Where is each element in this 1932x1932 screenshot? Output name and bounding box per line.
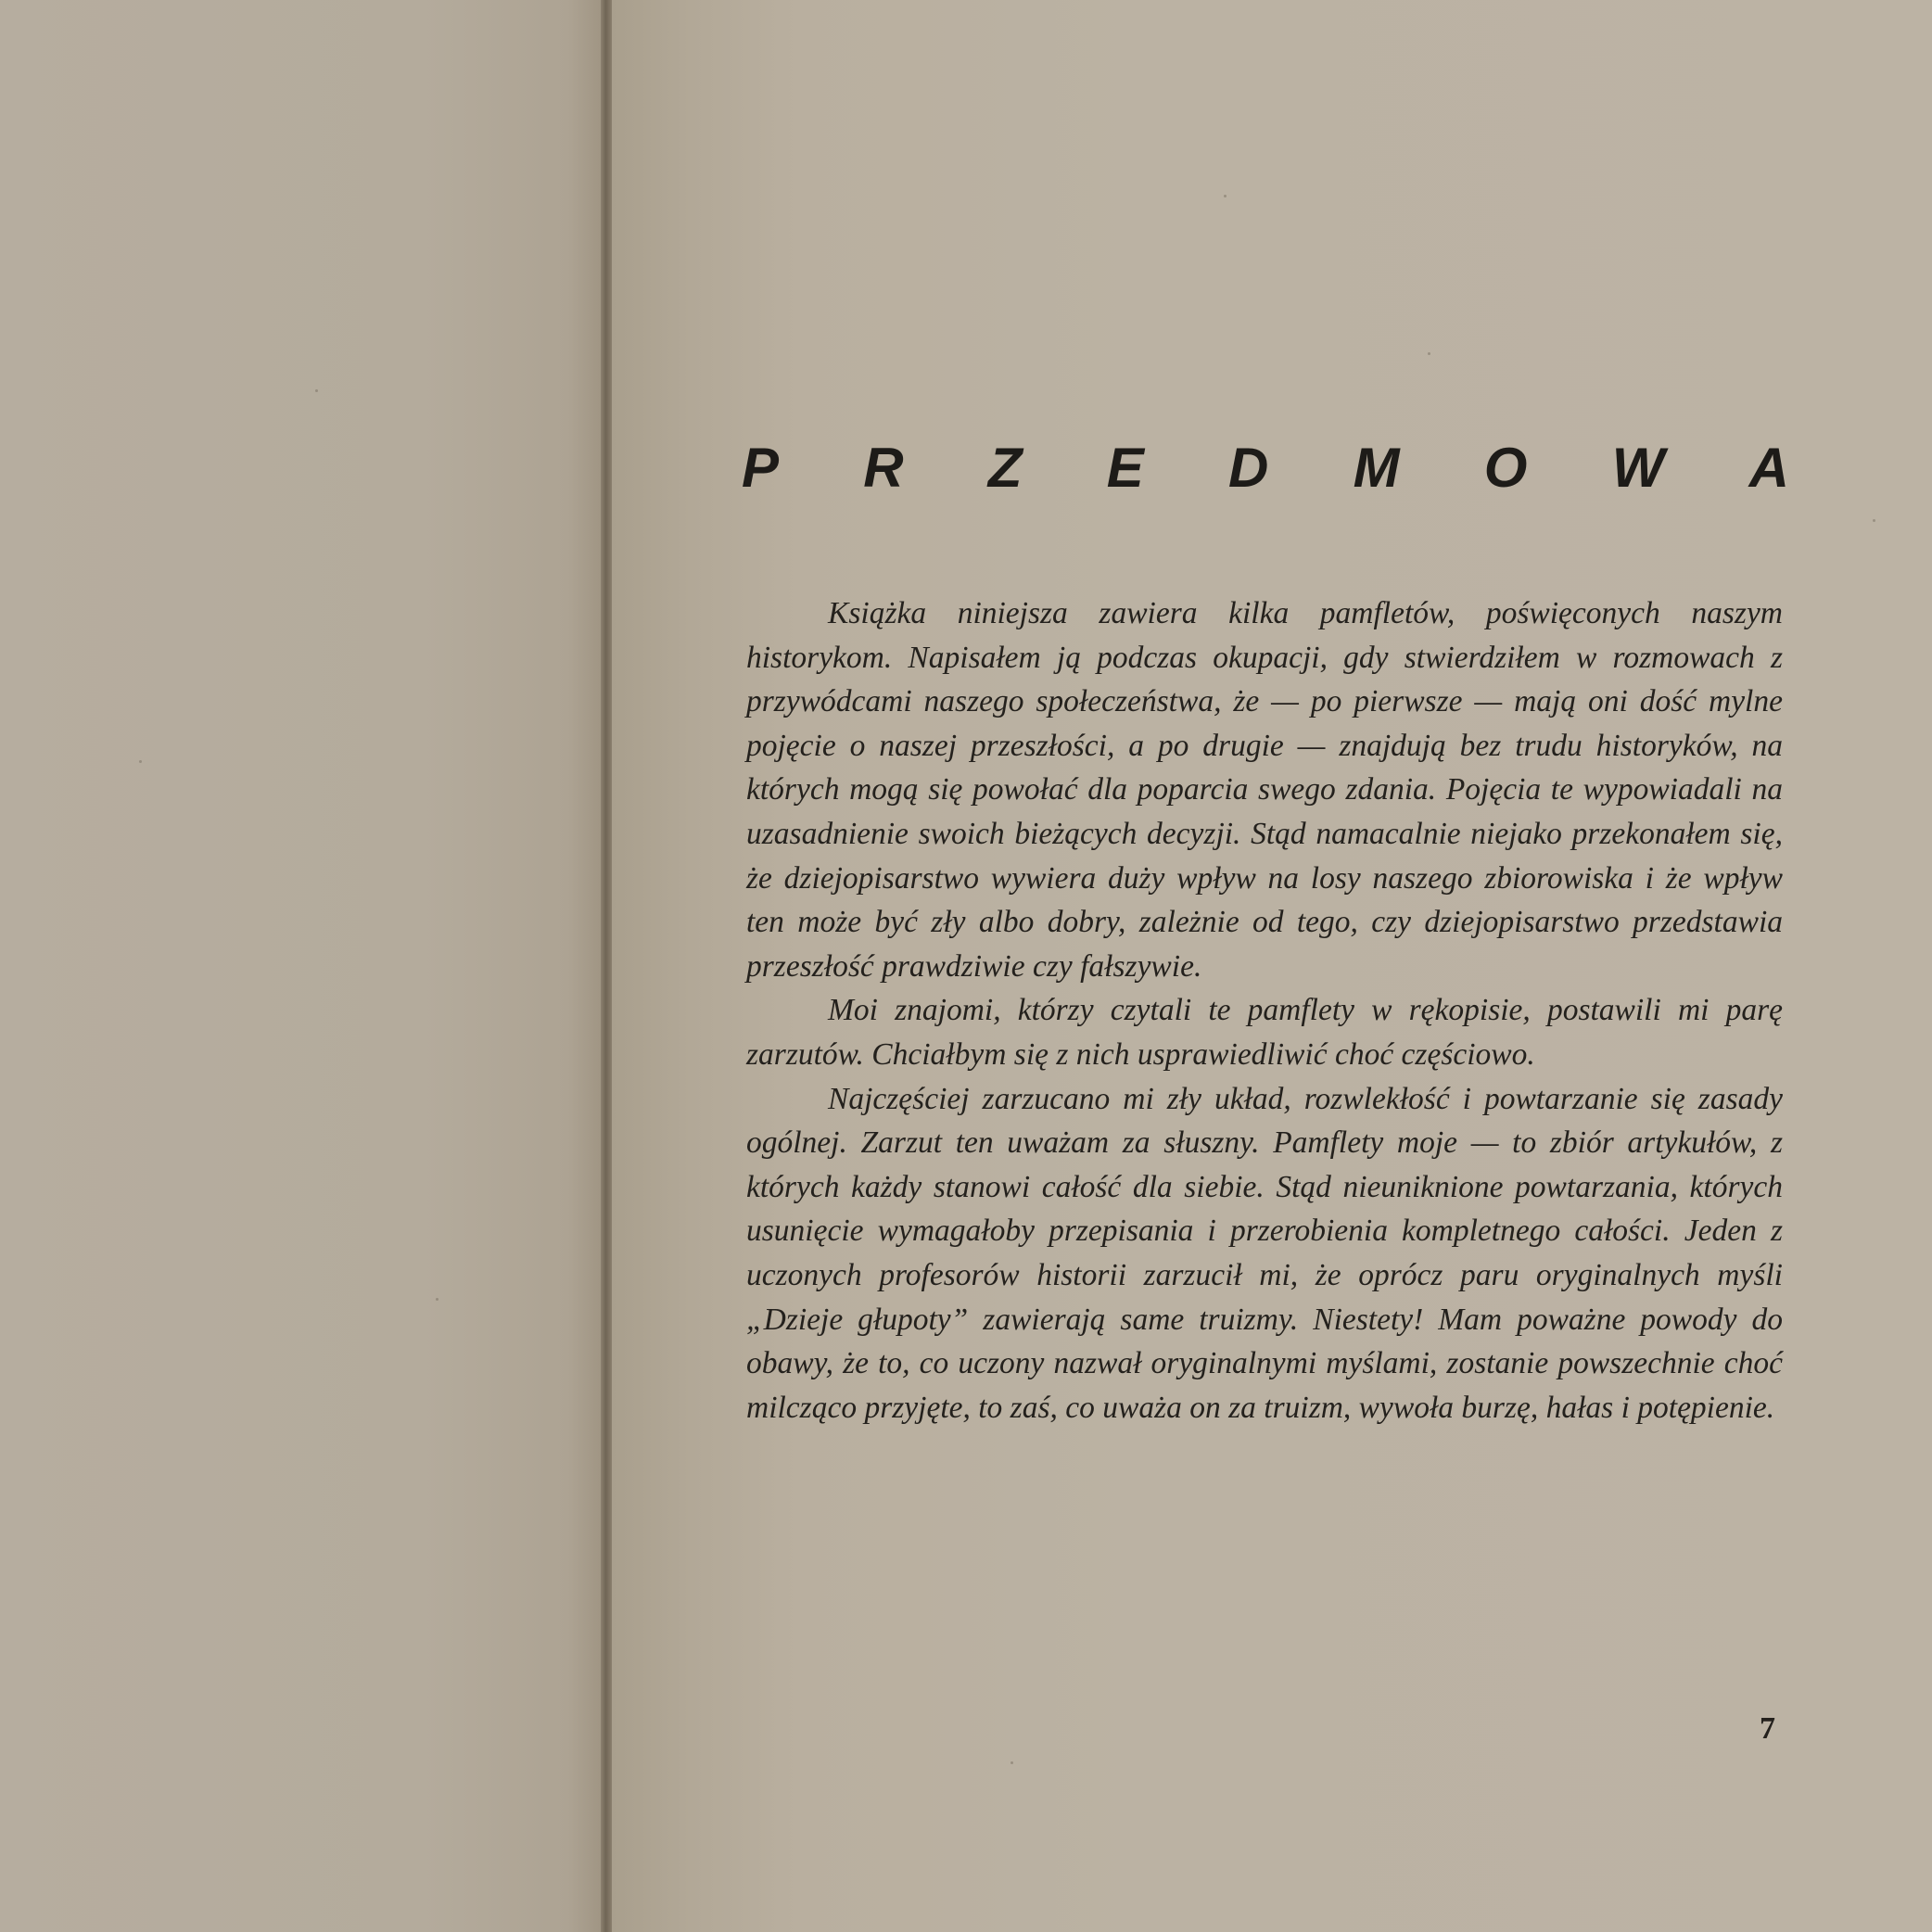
paper-speck	[1010, 1761, 1013, 1764]
title-letter: O	[1483, 437, 1528, 499]
page-number: 7	[1760, 1711, 1775, 1746]
page-title	[742, 436, 1789, 500]
paper-speck	[139, 760, 142, 763]
title-letter: P	[742, 437, 780, 499]
title-letter: A	[1748, 437, 1789, 499]
title-letter: Z	[987, 437, 1023, 499]
title-letter: W	[1611, 437, 1665, 499]
paragraph: Najczęściej zarzucano mi zły układ, rozwlekłość i powtarzanie się zasady ogólnej. Zarzut ten uważam za słuszny. Pamflety moje — to zbiór artykułów, z których każdy stanowi całość dla siebie. Stąd nieuniknione powtarzania, których usunięcie wymagałoby przepisania i przerobienia kompletnego całości. Jeden z uczonych profesorów historii zarzucił mi, że oprócz paru oryginalnych myśli „Dzieje głupoty” zawierają same truizmy. Niestety! Mam poważne powody do obawy, że to, co uczony nazwał oryginalnymi myślami, zostanie powszechnie choć milcząco przyjęte, to zaś, co uważa on za truizm, wywoła burzę, hałas i potępienie.	[746, 1081, 1783, 1425]
title-letter: D	[1228, 437, 1269, 499]
paragraph: Książka niniejsza zawiera kilka pamfletów, poświęconych naszym historykom. Napisałem ją podczas okupacji, gdy stwierdziłem w rozmowach z przywódcami naszego społeczeństwa, że — po pierwsze — mają oni dość mylne pojęcie o naszej przeszłości, a po drugie — znajdują bez trudu historyków, na których mogą się powołać dla poparcia swego zdania. Pojęcia te wypowiadali na uzasadnienie swoich bieżących decyzji. Stąd namacalnie niejako przekonałem się, że dziejopisarstwo wywiera duży wpływ na losy naszego zbiorowiska i że wpływ ten może być zły albo dobry, zależnie od tego, czy dziejopisarstwo przedstawia przeszłość prawdziwie czy fałszywie.	[746, 596, 1783, 984]
paper-speck	[1224, 195, 1227, 197]
paper-speck	[436, 1298, 439, 1301]
paper-speck	[1873, 519, 1875, 522]
title-letter: M	[1353, 437, 1400, 499]
paragraph: Moi znajomi, którzy czytali te pamflety w rękopisie, postawili mi parę zarzutów. Chciałbym się z nich usprawiedliwić choć częściowo.	[746, 993, 1783, 1072]
title-letter: E	[1106, 437, 1144, 499]
paper-speck	[315, 389, 318, 392]
book-gutter	[601, 0, 612, 1932]
title-letter: R	[863, 437, 904, 499]
paper-speck	[1428, 352, 1430, 355]
left-page-blank	[0, 0, 604, 1932]
preface-body	[746, 591, 1783, 1430]
